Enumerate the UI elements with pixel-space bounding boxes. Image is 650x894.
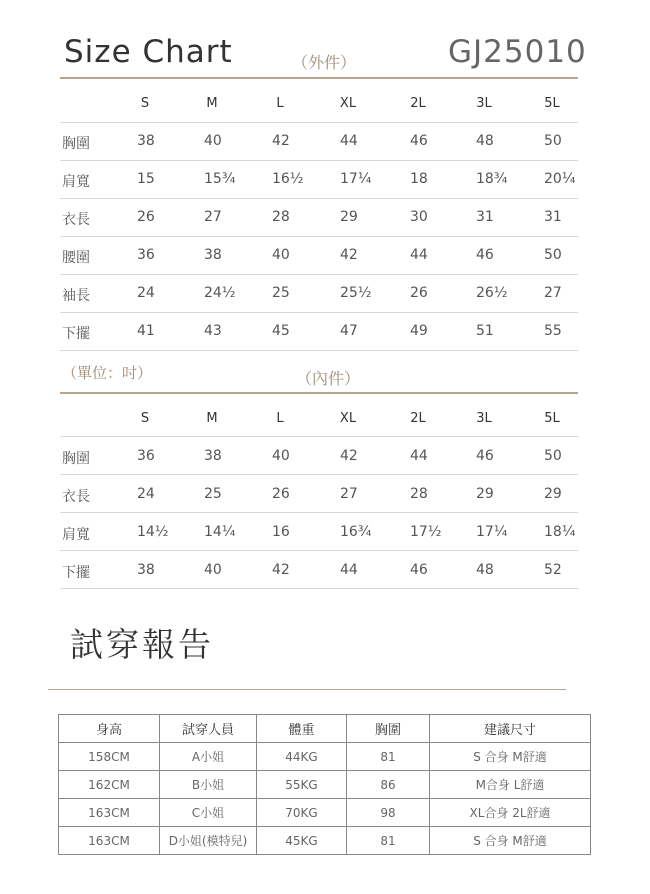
cell-suggested-size: S 合身 M舒適 — [430, 743, 591, 771]
row-divider — [60, 550, 578, 551]
size-value-cell: 40 — [272, 247, 290, 263]
size-value-cell: 50 — [544, 247, 562, 263]
row-label: 袖長 — [62, 288, 90, 304]
size-value-cell: 18¾ — [476, 171, 508, 187]
size-value-cell: 42 — [340, 247, 358, 263]
size-value-cell: 46 — [476, 247, 494, 263]
size-value-cell: 29 — [340, 209, 358, 225]
size-value-cell: 14½ — [137, 524, 169, 540]
size-value-cell: 31 — [476, 209, 494, 225]
size-value-cell: 48 — [476, 133, 494, 149]
size-header-l: L — [276, 96, 284, 111]
row-divider — [60, 122, 578, 123]
size-value-cell: 40 — [272, 448, 290, 464]
size-value-cell: 51 — [476, 323, 494, 339]
unit-label: （單位：吋） — [62, 364, 153, 382]
size-value-cell: 38 — [204, 448, 222, 464]
size-value-cell: 50 — [544, 133, 562, 149]
size-value-cell: 18¼ — [544, 524, 576, 540]
size-header-3l: 3L — [476, 411, 492, 426]
size-value-cell: 17½ — [410, 524, 442, 540]
cell-tester: C小姐 — [160, 799, 257, 827]
size-value-cell: 27 — [544, 285, 562, 301]
row-label: 衣長 — [62, 212, 90, 228]
size-value-cell: 28 — [410, 486, 428, 502]
report-title: 試穿報告 — [70, 625, 214, 664]
cell-tester: A小姐 — [160, 743, 257, 771]
size-value-cell: 26 — [410, 285, 428, 301]
table-row — [59, 827, 591, 855]
size-header-2l: 2L — [410, 96, 426, 111]
row-divider — [60, 236, 578, 237]
row-label: 胸圍 — [62, 451, 90, 467]
size-value-cell: 42 — [340, 448, 358, 464]
size-value-cell: 16 — [272, 524, 290, 540]
row-label: 肩寬 — [62, 174, 90, 190]
cell-chest: 81 — [347, 743, 430, 771]
size-header-3l: 3L — [476, 96, 492, 111]
size-value-cell: 17¼ — [340, 171, 372, 187]
size-value-cell: 30 — [410, 209, 428, 225]
size-value-cell: 45 — [272, 323, 290, 339]
size-value-cell: 52 — [544, 562, 562, 578]
size-value-cell: 42 — [272, 562, 290, 578]
size-value-cell: 16¾ — [340, 524, 372, 540]
size-value-cell: 20¼ — [544, 171, 576, 187]
size-value-cell: 49 — [410, 323, 428, 339]
table-row — [59, 799, 591, 827]
size-header-5l: 5L — [544, 96, 560, 111]
size-value-cell: 29 — [544, 486, 562, 502]
report-header-row — [59, 715, 591, 743]
size-value-cell: 41 — [137, 323, 155, 339]
size-header-2l: 2L — [410, 411, 426, 426]
row-divider — [60, 312, 578, 313]
row-divider — [60, 474, 578, 475]
size-value-cell: 16½ — [272, 171, 304, 187]
col-weight: 體重 — [257, 715, 347, 743]
size-value-cell: 48 — [476, 562, 494, 578]
size-value-cell: 38 — [137, 133, 155, 149]
size-value-cell: 46 — [410, 133, 428, 149]
size-value-cell: 38 — [137, 562, 155, 578]
size-value-cell: 15 — [137, 171, 155, 187]
cell-chest: 81 — [347, 827, 430, 855]
size-value-cell: 44 — [410, 247, 428, 263]
cell-height: 158CM — [59, 743, 160, 771]
cell-height: 163CM — [59, 827, 160, 855]
row-label: 下擺 — [62, 326, 90, 342]
cell-weight: 55KG — [257, 771, 347, 799]
cell-height: 163CM — [59, 799, 160, 827]
cell-height: 162CM — [59, 771, 160, 799]
size-header-m: M — [206, 411, 218, 426]
size-value-cell: 42 — [272, 133, 290, 149]
size-value-cell: 44 — [340, 133, 358, 149]
size-value-cell: 24 — [137, 285, 155, 301]
size-header-l: L — [276, 411, 284, 426]
size-value-cell: 46 — [410, 562, 428, 578]
cell-tester: B小姐 — [160, 771, 257, 799]
size-header-s: S — [140, 411, 150, 426]
cell-suggested-size: XL合身 2L舒適 — [430, 799, 591, 827]
row-label: 腰圍 — [62, 250, 90, 266]
size-header-xl: XL — [339, 411, 357, 426]
size-value-cell: 17¼ — [476, 524, 508, 540]
size-value-cell: 28 — [272, 209, 290, 225]
size-value-cell: 27 — [340, 486, 358, 502]
size-header-xl: XL — [339, 96, 357, 111]
size-value-cell: 26½ — [476, 285, 508, 301]
size-value-cell: 44 — [410, 448, 428, 464]
row-label: 肩寬 — [62, 527, 90, 543]
size-value-cell: 18 — [410, 171, 428, 187]
cell-chest: 98 — [347, 799, 430, 827]
cell-suggested-size: S 合身 M舒適 — [430, 827, 591, 855]
row-label: 衣長 — [62, 489, 90, 505]
size-value-cell: 24½ — [204, 285, 236, 301]
row-divider — [60, 436, 578, 437]
size-value-cell: 46 — [476, 448, 494, 464]
outer-garment-label: （外件） — [292, 53, 357, 72]
size-value-cell: 24 — [137, 486, 155, 502]
product-code: GJ25010 — [448, 34, 587, 70]
size-header-5l: 5L — [544, 411, 560, 426]
col-chest: 胸圍 — [347, 715, 430, 743]
size-value-cell: 14¼ — [204, 524, 236, 540]
cell-weight: 70KG — [257, 799, 347, 827]
size-value-cell: 31 — [544, 209, 562, 225]
table-row — [59, 743, 591, 771]
table-row — [59, 771, 591, 799]
col-height: 身高 — [59, 715, 160, 743]
cell-weight: 45KG — [257, 827, 347, 855]
size-value-cell: 43 — [204, 323, 222, 339]
size-value-cell: 40 — [204, 562, 222, 578]
header-divider — [60, 77, 578, 79]
row-label: 下擺 — [62, 565, 90, 581]
cell-chest: 86 — [347, 771, 430, 799]
size-value-cell: 27 — [204, 209, 222, 225]
size-value-cell: 47 — [340, 323, 358, 339]
size-value-cell: 25½ — [340, 285, 372, 301]
try-on-report-table — [58, 714, 591, 855]
size-value-cell: 36 — [137, 448, 155, 464]
size-value-cell: 29 — [476, 486, 494, 502]
size-value-cell: 50 — [544, 448, 562, 464]
row-divider — [60, 274, 578, 275]
row-label: 胸圍 — [62, 136, 90, 152]
row-divider — [60, 512, 578, 513]
row-divider — [60, 350, 578, 351]
cell-weight: 44KG — [257, 743, 347, 771]
inner-garment-label: （內件） — [296, 369, 361, 388]
size-header-s: S — [140, 96, 150, 111]
size-value-cell: 15¾ — [204, 171, 236, 187]
size-value-cell: 44 — [340, 562, 358, 578]
row-divider — [60, 198, 578, 199]
size-value-cell: 25 — [204, 486, 222, 502]
cell-suggested-size: M合身 L舒適 — [430, 771, 591, 799]
size-value-cell: 36 — [137, 247, 155, 263]
size-value-cell: 38 — [204, 247, 222, 263]
row-divider — [60, 160, 578, 161]
size-value-cell: 25 — [272, 285, 290, 301]
size-value-cell: 26 — [137, 209, 155, 225]
row-divider — [60, 588, 578, 589]
inner-divider — [60, 392, 578, 394]
col-tester: 試穿人員 — [160, 715, 257, 743]
size-header-m: M — [206, 96, 218, 111]
page-title: Size Chart — [64, 34, 233, 70]
size-value-cell: 26 — [272, 486, 290, 502]
size-value-cell: 40 — [204, 133, 222, 149]
cell-tester: D小姐(模特兒) — [160, 827, 257, 855]
size-value-cell: 55 — [544, 323, 562, 339]
report-divider — [48, 689, 566, 690]
col-suggested-size: 建議尺寸 — [430, 715, 591, 743]
